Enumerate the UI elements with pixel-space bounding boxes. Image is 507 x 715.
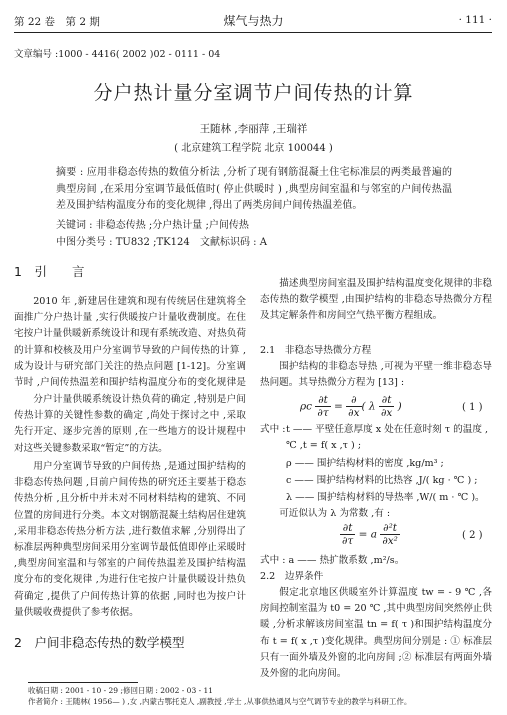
definition-lambda: λ —— 围护结构材料的导热率 ,W/( m · ℃ )。 bbox=[286, 492, 485, 503]
section-2-title: 2 户间非稳态传热的数学模型 bbox=[14, 635, 185, 650]
article-number: 文章编号 :1000 - 4416( 2002 )02 - 0111 - 04 bbox=[14, 49, 221, 60]
definition-a: 式中 : a —— 热扩散系数 ,m²/s。 bbox=[260, 555, 405, 566]
authors: 王随林 ,李丽萍 ,王瑞祥 bbox=[199, 123, 308, 135]
journal-volume-issue: 第 22 卷 第 2 期 bbox=[14, 16, 100, 28]
section-1-title: 1 引 言 bbox=[14, 264, 85, 279]
affiliation: ( 北京建筑工程学院 北京 100044 ) bbox=[174, 143, 333, 154]
clc-number: 中图分类号 : TU832 ;TK124 bbox=[56, 237, 190, 248]
abstract: 摘要 : 应用非稳态传热的数值分析法 ,分析了现有钢筋混凝土住宅标准层的两类最普遍的典型房间 ,在采用分室调节最低值时( 停止供暖时 ) ,典型房间室温和与邻室的户间传热温差及围护结构温度分布的变化规律 ,得出了两类房间户间传热温差值。 bbox=[56, 167, 452, 211]
left-paragraph-1: 2010 年 ,新建居住建筑和现有传统居住建筑将全面推广分户热计量 ,实行供暖按户计量收费制度。在住宅按户计量供暖新系统设计和现有系统改造、对热负荷的计算和校核及用户分室调节导致的户间传热的计算 ,成为设计与研究部门关注的热点问题 [1-12]。分室调节时 ,户间传热温差和围护结构温度分布的变化规律是 bbox=[14, 296, 246, 389]
journal-name: 煤气与热力 bbox=[223, 14, 284, 28]
document-code: 文献标识码 : A bbox=[200, 237, 267, 248]
page-number: · 111 · bbox=[458, 14, 492, 26]
right-paragraph-1: 描述典型房间室温及围护结构温度变化规律的非稳态传热的数学模型 ,由围护结构的非稳态导热微分方程及其定解条件和房间空气热平衡方程组成。 bbox=[260, 278, 492, 322]
right-paragraph-3: 假定北京地区供暖室外计算温度 tw = - 9 ℃ ,各房间控制室温为 t0 = 20 ℃ ,其中典型房间突然停止供暖 ,分析求解该房间室温 tn = f( τ )和围护结构温度分布 t = f( x ,τ )变化规律。典型房间分别是 : ① 标准层只有一面外墙及外窗的北向房间 ;② 标准层有两面外墙及外窗的北向房间。 bbox=[260, 587, 492, 680]
paper-title: 分户热计量分室调节户间传热的计算 bbox=[93, 82, 414, 104]
equation-1-number: ( 1 ) bbox=[462, 402, 483, 413]
definition-c: c —— 围护结构材料的比热容 ,J/( kg · ℃ ) ; bbox=[286, 475, 478, 486]
subsection-2-1: 2.1 非稳态导热微分方程 bbox=[260, 345, 372, 356]
left-paragraph-3: 用户分室调节导致的户间传热 ,是通过围护结构的非稳态传热问题 ,目前户间传热的研究还主要基于稳态传热分析 ,且分析中并未对不同材料结构的建筑、不同位置的房间进行分类。本文对钢筋混凝土结构居住建筑 ,采用非稳态传热分析方法 ,进行数值求解 ,分别得出了标准层两种典型房间采用分室调节最低值即停止采暖时 ,典型房间室温和与邻室的户间传热温差及围护结构温度分布的变化规律 ,为进行住宅按户计量供暖设计热负荷确定 ,提供了户间传热计算的依据 ,同时也为按户计量供暖收费提供了参考依据。 bbox=[14, 461, 246, 618]
equation-1: ρc $\frac{\partial t}{\partial\tau}$ = $\frac{\partial}{\partial x}$ ( λ $\frac{\partial t}{\partial x}$ ) bbox=[300, 394, 402, 419]
subsection-2-2: 2.2 边界条件 bbox=[260, 571, 324, 582]
footnote bbox=[28, 686, 488, 707]
right-paragraph-2: 围护结构的非稳态导热 ,可视为平壁一维非稳态导热问题。其导热微分方程为 [13] : bbox=[260, 361, 492, 389]
definition-rho: ρ —— 围护结构材料的密度 ,kg/m³ ; bbox=[286, 458, 444, 469]
equation-2: $\frac{\partial t}{\partial\tau}$ = a $\frac{\text{∂²t}}{\text{∂x²}}$ bbox=[342, 522, 398, 547]
left-paragraph-2: 分户计量供暖系统设计热负荷的确定 ,特别是户间传热计算的关键性参数的确定 ,尚处于探讨之中 ,采取先行开定、逐步完善的原则 ,在一些地方的设计规程中对这些关键参数采取“暂定”的方法。 bbox=[14, 394, 246, 454]
footnote-rule bbox=[28, 682, 138, 683]
definition-t: t —— 平壁任意厚度 x 处在任意时刻 τ 的温度 ,℃ ,t = f( x ,τ ) ; bbox=[286, 424, 489, 452]
equation-2-number: ( 2 ) bbox=[462, 530, 483, 541]
received-date: 收稿日期 : 2001 - 10 - 29 ;修回日期 : 2002 - 03 - 11 bbox=[28, 686, 214, 695]
keywords: 关键词 : 非稳态传热 ;分户热计量 ;户间传热 bbox=[56, 220, 249, 231]
header-rule bbox=[14, 32, 492, 33]
definitions-intro: 式中 : bbox=[260, 424, 286, 435]
author-bio: 作者简介 : 王随林( 1956— ) ,女 ,内蒙古鄂托克人 ,副教授 ,学士 ,从事供热通风与空气调节专业的教学与科研工作。 bbox=[28, 696, 412, 706]
constant-lambda-note: 可近似认为 λ 为常数 ,有 : bbox=[279, 508, 391, 519]
